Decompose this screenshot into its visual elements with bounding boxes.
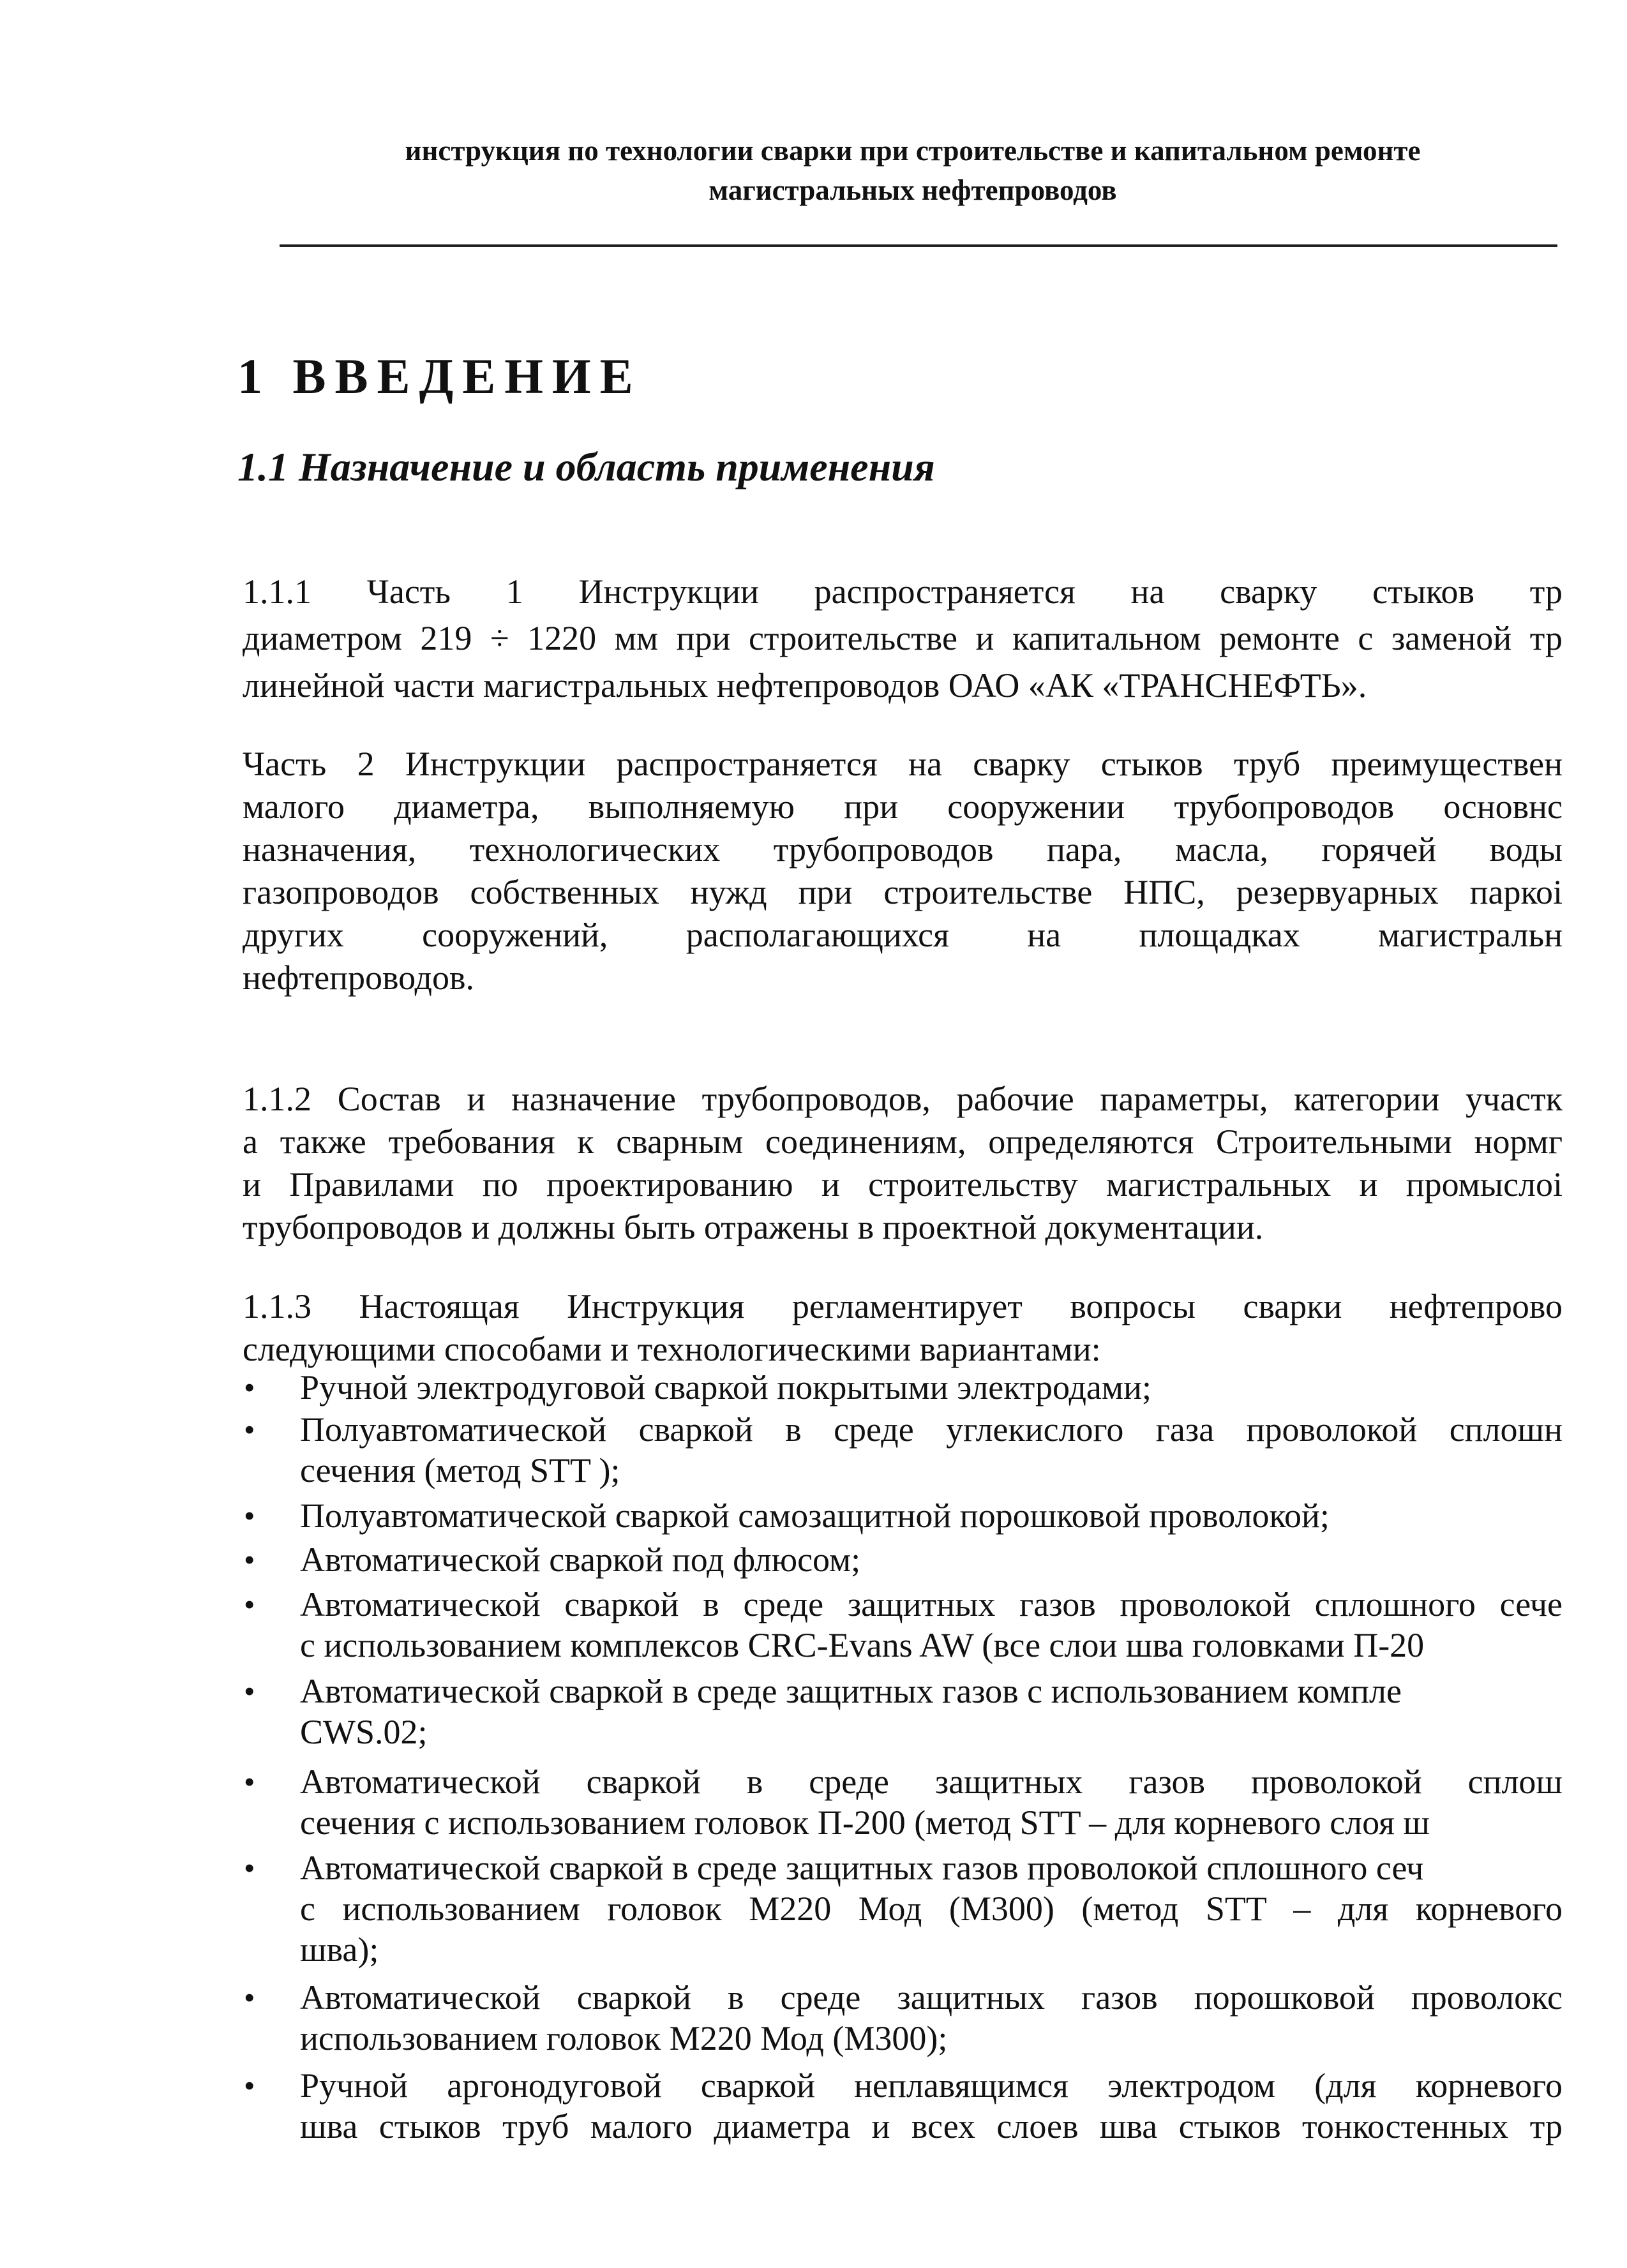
bullet-marker: • <box>244 1498 255 1533</box>
list-item: Ручной аргонодуговой сваркой неплавящимся электродом (для корневого <box>300 2066 1563 2105</box>
paragraph-part2-line: нефтепроводов. <box>243 959 475 997</box>
bullet-marker: • <box>244 1369 255 1405</box>
page-header <box>281 131 1545 210</box>
subsection-heading: 1.1 Назначение и область применения <box>237 444 935 489</box>
header-line-1: инструкция по технологии сварки при строительстве и капитальном ремонте <box>405 135 1421 167</box>
paragraph-part2-line: малого диаметра, выполняемую при сооружении трубопроводов основнс <box>243 787 1563 826</box>
list-item: Автоматической сваркой под флюсом; <box>300 1541 861 1579</box>
paragraph-1-1-2-line: и Правилами по проектированию и строительству магистральных и промыслоі <box>243 1165 1563 1204</box>
paragraph-part2-line: других сооружений, располагающихся на площадках магистральн <box>243 916 1563 954</box>
list-item: Автоматической сваркой в среде защитных газов проволокой сплошного сеч <box>300 1849 1424 1887</box>
section-heading: 1 ВВЕДЕНИЕ <box>237 348 642 404</box>
bullet-marker: • <box>244 1980 255 2015</box>
list-item: Полуавтоматической сваркой самозащитной порошковой проволокой; <box>300 1496 1330 1535</box>
list-item: Автоматической сваркой в среде защитных газов порошковой проволокс <box>300 1978 1563 2017</box>
paragraph-1-1-3-line: следующими способами и технологическими вариантами: <box>243 1330 1101 1368</box>
list-item-continuation: сечения с использованием головок П-200 (метод STT – для корневого слоя ш <box>300 1803 1430 1842</box>
list-item-continuation: шва стыков труб малого диаметра и всех слоев шва стыков тонкостенных тр <box>300 2107 1563 2145</box>
list-item-continuation: с использованием комплексов CRC-Evans AW (все слои шва головками П-20 <box>300 1626 1425 1664</box>
paragraph-1-1-1-line: 1.1.1 Часть 1 Инструкции распространяется на сварку стыков тр <box>243 572 1563 611</box>
paragraph-1-1-1-line: линейной части магистральных нефтепроводов ОАО «АК «ТРАНСНЕФТЬ». <box>243 666 1367 705</box>
header-rule <box>280 244 1557 247</box>
bullet-marker: • <box>244 1586 255 1622</box>
paragraph-1-1-2-line: 1.1.2 Состав и назначение трубопроводов, рабочие параметры, категории участк <box>243 1080 1563 1118</box>
paragraph-1-1-2-line: трубопроводов и должны быть отражены в проектной документации. <box>243 1208 1264 1246</box>
header-line-2: магистральных нефтепроводов <box>709 174 1117 206</box>
paragraph-1-1-1-line: диаметром 219 ÷ 1220 мм при строительстве и капитальном ремонте с заменой тр <box>243 619 1563 657</box>
bullet-marker: • <box>244 1412 255 1447</box>
bullet-marker: • <box>244 1764 255 1800</box>
bullet-marker: • <box>244 1850 255 1886</box>
bullet-marker: • <box>244 2068 255 2103</box>
paragraph-part2-line: газопроводов собственных нужд при строительстве НПС, резервуарных паркоі <box>243 873 1563 911</box>
paragraph-1-1-2-line: а также требования к сварным соединениям, определяются Строительными нормг <box>243 1123 1563 1161</box>
list-item-continuation: сечения (метод STT ); <box>300 1451 620 1489</box>
list-item-continuation: с использованием головок М220 Мод (М300) (метод STT – для корневого <box>300 1890 1563 1928</box>
list-item-continuation: использованием головок М220 Мод (М300); <box>300 2019 948 2057</box>
paragraph-1-1-3-line: 1.1.3 Настоящая Инструкция регламентирует вопросы сварки нефтепрово <box>243 1287 1563 1325</box>
list-item: Автоматической сваркой в среде защитных газов проволокой сплош <box>300 1763 1563 1801</box>
bullet-marker: • <box>244 1673 255 1709</box>
paragraph-part2-line: Часть 2 Инструкции распространяется на сварку стыков труб преимуществен <box>243 745 1563 783</box>
list-item: Автоматической сваркой в среде защитных газов с использованием компле <box>300 1672 1402 1710</box>
list-item: Ручной электродуговой сваркой покрытыми электродами; <box>300 1368 1151 1406</box>
list-item-continuation: шва); <box>300 1930 379 1969</box>
list-item-continuation: CWS.02; <box>300 1713 428 1751</box>
list-item: Полуавтоматической сваркой в среде углекислого газа проволокой сплошн <box>300 1410 1563 1449</box>
paragraph-part2-line: назначения, технологических трубопроводов пара, масла, горячей воды <box>243 830 1563 869</box>
bullet-marker: • <box>244 1542 255 1578</box>
list-item: Автоматической сваркой в среде защитных газов проволокой сплошного сече <box>300 1585 1563 1623</box>
